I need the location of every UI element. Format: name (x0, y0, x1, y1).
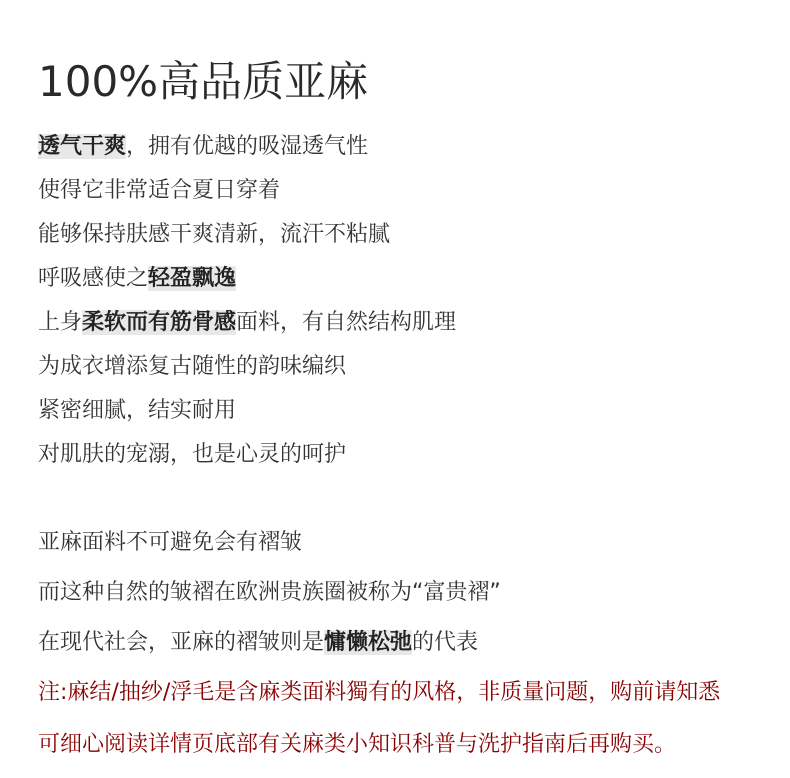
text-line-breathable (38, 130, 368, 164)
text-line-retro: 为成衣增添复古随性的韵味编织 (38, 354, 347, 379)
note-line-2: 可细心阅读详情页底部有关麻类小知识科普与洗护指南后再购买。 (38, 732, 677, 757)
highlight-breathable: 透气干爽 (38, 134, 127, 159)
text-line-noble: 而这种自然的皱褶在欧洲贵族圈被称为“富贵褶” (38, 580, 501, 605)
text-fragment: 在现代社会，亚麻的褶皱则是 (38, 630, 325, 655)
text-line-summer: 使得它非常适合夏日穿着 (38, 178, 281, 203)
text-line-wrinkle: 亚麻面料不可避免会有褶皱 (38, 530, 303, 555)
text-fragment: ，拥有优越的吸湿透气性 (126, 134, 369, 159)
text-line-modern (38, 626, 478, 660)
text-fragment: 上身 (38, 310, 83, 335)
text-line-fresh: 能够保持肤感干爽清新，流汗不粘腻 (38, 222, 391, 247)
note-line-1: 注:麻结/抽纱/浮毛是含麻类面料獨有的风格，非质量问题，购前请知悉 (38, 680, 721, 705)
highlight-light: 轻盈飘逸 (148, 266, 237, 291)
highlight-soft: 柔软而有筋骨感 (82, 310, 237, 335)
text-line-care: 对肌肤的宠溺，也是心灵的呵护 (38, 442, 347, 467)
text-line-light (38, 262, 236, 296)
text-fragment: 呼吸感使之 (38, 266, 149, 291)
text-fragment: 面料，有自然结构肌理 (236, 310, 457, 335)
highlight-relaxed: 慵懒松弛 (324, 630, 413, 655)
text-line-soft (38, 306, 456, 340)
text-line-durable: 紧密细腻，结实耐用 (38, 398, 237, 423)
page-title: 100%高品质亚麻 (38, 57, 369, 106)
text-fragment: 的代表 (412, 630, 479, 655)
